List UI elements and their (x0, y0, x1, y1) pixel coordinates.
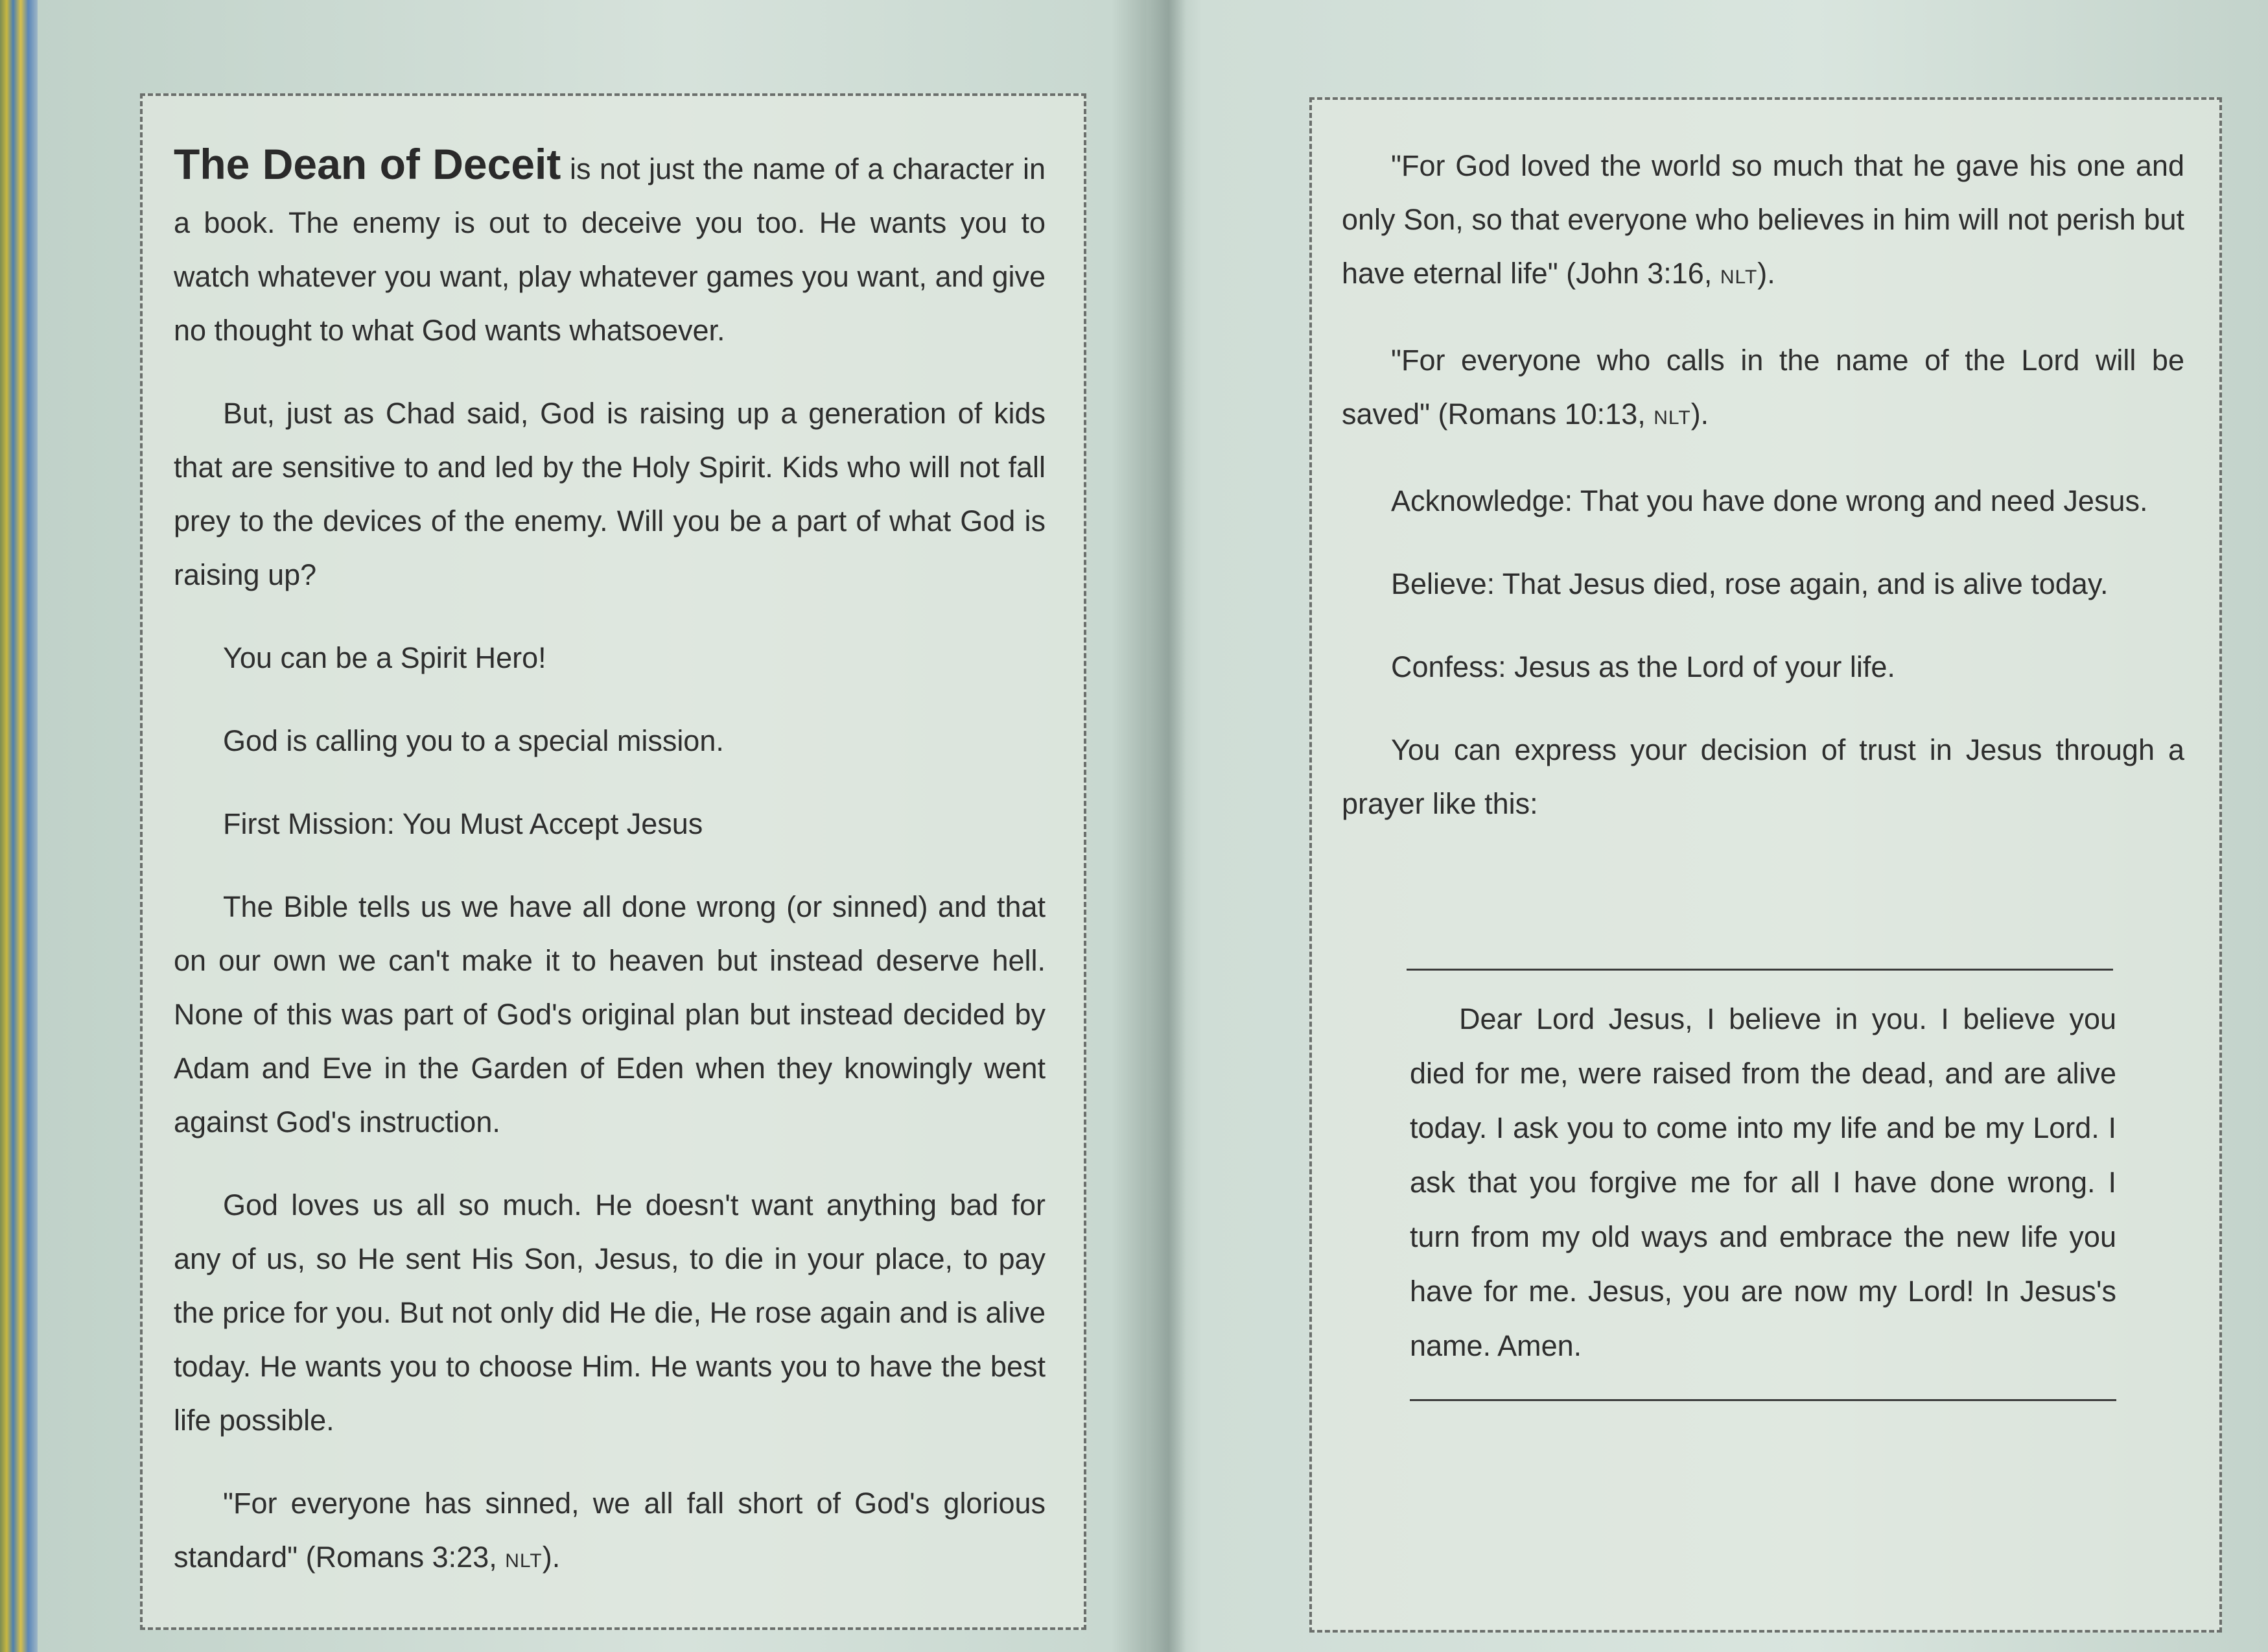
right-paragraph-3: Acknowledge: That you have done wrong and need Jesus. (1391, 484, 2148, 517)
left-page (38, 0, 1147, 1652)
right-paragraph-1-text: "For God loved the world so much that he gave his one and only Son, so that everyone who believes in him will not perish but have eternal life" (John 3:16, (1342, 149, 2184, 290)
left-paragraph-5: First Mission: You Must Accept Jesus (223, 807, 703, 840)
left-paragraph-8-abbr: NLT (505, 1550, 543, 1572)
right-paragraph-1-end: ). (1757, 257, 1775, 290)
right-page (1186, 0, 2268, 1652)
left-paragraph-1-text: is not just the name of a character in a book. The enemy is out to deceive you too. He wants you to watch whatever you want, play whatever games you want, and give no thought to what God wants whatsoever. (174, 152, 1046, 347)
left-paragraph-8-end: ). (542, 1540, 561, 1574)
left-paragraph-1 (174, 137, 1046, 357)
prayer-rule-top (1407, 969, 2113, 971)
right-paragraph-1-abbr: NLT (1720, 266, 1758, 288)
right-paragraph-6: You can express your decision of trust in Jesus through a prayer like this: (1342, 733, 2184, 820)
right-paragraph-2 (1342, 333, 2184, 445)
prayer-rule-bottom (1410, 1399, 2116, 1401)
right-paragraph-4: Believe: That Jesus died, rose again, and is alive today. (1391, 567, 2109, 600)
lead-title: The Dean of Deceit (174, 140, 561, 188)
book-edge (0, 0, 38, 1652)
left-page-text (174, 137, 1046, 1617)
right-paragraph-1 (1342, 139, 2184, 304)
book-gutter (1147, 0, 1186, 1652)
left-paragraph-3: You can be a Spirit Hero! (223, 641, 546, 674)
prayer-text: Dear Lord Jesus, I believe in you. I believe you died for me, were raised from the dead, and are alive today. I ask you to come into my life and be my Lord. I ask that you forgive me for all I have done wrong. I turn from my old ways and embrace the new life you have for me. Jesus, you are now my Lord! In Jesus's name. Amen. (1410, 1002, 2116, 1362)
left-paragraph-7: God loves us all so much. He doesn't want anything bad for any of us, so He sent His Son, Jesus, to die in your place, to pay the price for you. But not only did He die, He rose again and is alive today. He wants you to choose Him. He wants you to have the best life possible. (174, 1188, 1046, 1437)
right-paragraph-2-text: "For everyone who calls in the name of the Lord will be saved" (Romans 10:13, (1342, 344, 2184, 431)
right-paragraph-2-end: ). (1690, 397, 1709, 431)
left-paragraph-8-text: "For everyone has sinned, we all fall short of God's glorious standard" (Romans 3:23, (174, 1487, 1046, 1574)
prayer-block (1410, 992, 2116, 1373)
left-paragraph-8 (174, 1476, 1046, 1588)
right-paragraph-5: Confess: Jesus as the Lord of your life. (1391, 650, 1895, 683)
right-page-text (1342, 139, 2184, 860)
right-paragraph-2-abbr: NLT (1654, 407, 1691, 429)
left-paragraph-4: God is calling you to a special mission. (223, 724, 724, 757)
left-paragraph-2: But, just as Chad said, God is raising up a generation of kids that are sensitive to and led by the Holy Spirit. Kids who will not fall prey to the devices of the enemy. Will you be a part of what God is raising up? (174, 397, 1046, 591)
left-paragraph-6: The Bible tells us we have all done wrong (or sinned) and that on our own we can't make it to heaven but instead deserve hell. None of this was part of God's original plan but instead decided by Adam and Eve in the Garden of Eden when they knowingly went against God's instruction. (174, 890, 1046, 1139)
